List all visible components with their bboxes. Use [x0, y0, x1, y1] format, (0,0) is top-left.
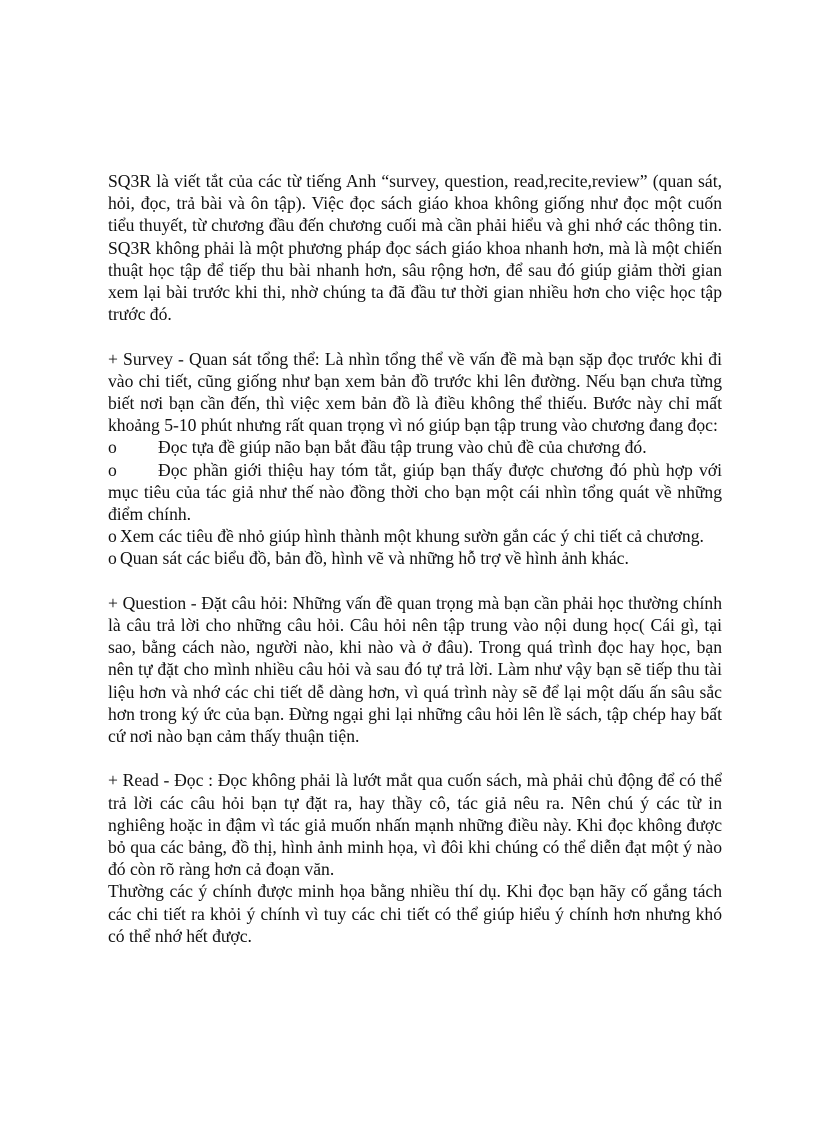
bullet-text: Xem các tiêu đề nhỏ giúp hình thành một khung sườn gắn các ý chi tiết cả chương.: [120, 526, 704, 547]
bullet-text: Đọc tựa đề giúp não bạn bắt đầu tập trung vào chủ đề của chương đó.: [158, 437, 647, 458]
bullet-circle-icon: o: [108, 437, 117, 458]
bullet-circle-icon: o: [108, 526, 117, 547]
bullet-circle-icon: o: [108, 548, 117, 569]
question-paragraph: + Question - Đặt câu hỏi: Những vấn đề quan trọng mà bạn cần phải học thường chính là câu trả lời cho những câu hỏi. Câu hỏi nên tập trung vào nội dung học( Cái gì, tại sao, bằng cách nào, người nào, khi nào và ở đâu). Trong quá trình đọc hay học, bạn nên tự đặt cho mình nhiều câu hỏi và sau đó tự trả lời. Làm như vậy bạn sẽ tiếp thu tài liệu hơn và nhớ các chi tiết dễ dàng hơn, vì quá trình này sẽ để lại một dấu ấn sâu sắc hơn trong ký ức của bạn. Đừng ngại ghi lại những câu hỏi lên lề sách, tập chép hay bất cứ nơi nào bạn cảm thấy thuận tiện.: [108, 592, 722, 747]
survey-bullet: [108, 525, 722, 547]
survey-bullet: [108, 459, 722, 526]
bullet-circle-icon: o: [108, 459, 117, 480]
bullet-text: Quan sát các biểu đồ, bản đồ, hình vẽ và những hỗ trợ về hình ảnh khác.: [120, 548, 629, 569]
survey-bullet: [108, 436, 722, 458]
read-paragraph: + Read - Đọc : Đọc không phải là lướt mắt qua cuốn sách, mà phải chủ động để có thể trả lời các câu hỏi bạn tự đặt ra, hay thầy cô, tác giả nêu ra. Nên chú ý các từ in nghiêng hoặc in đậm vì tác giả muốn nhấn mạnh những điều này. Khi đọc không được bỏ qua các bảng, đồ thị, hình ảnh minh họa, vì đôi khi chúng có thể diễn đạt một ý nào đó còn rõ ràng hơn cả đoạn văn.: [108, 770, 722, 880]
survey-paragraph: + Survey - Quan sát tổng thể: Là nhìn tổng thể về vấn đề mà bạn sặp đọc trước khi đi vào chi tiết, cũng giống như bạn xem bản đồ trước khi lên đường. Nếu bạn chưa từng biết nơi bạn cần đến, thì việc xem bản đồ là điều không thể thiếu. Bước này chỉ mất khoảng 5-10 phút nhưng rất quan trọng vì nó giúp bạn tập trung vào chương đang đọc:: [108, 348, 722, 436]
read-tail-paragraph: Thường các ý chính được minh họa bằng nhiều thí dụ. Khi đọc bạn hãy cố gắng tách các chi tiết ra khỏi ý chính vì tuy các chi tiết có thể giúp hiểu ý chính hơn nhưng khó có thể nhớ hết được.: [108, 881, 722, 946]
survey-section: [108, 348, 722, 570]
intro-paragraph: SQ3R là viết tắt của các từ tiếng Anh “survey, question, read,recite,review” (quan sát, hỏi, đọc, trả bài và ôn tập). Việc đọc sách giáo khoa không giống như đọc một cuốn tiểu thuyết, từ chương đầu đến chương cuối mà cần phải hiểu và ghi nhớ các thông tin. SQ3R không phải là một phương pháp đọc sách giáo khoa nhanh hơn, mà là một chiến thuật học tập để tiếp thu bài nhanh hơn, sâu rộng hơn, để sau đó giúp giảm thời gian xem lại bài trước khi thi, nhờ chúng ta đã đầu tư thời gian nhiều hơn cho việc học tập trước đó.: [108, 171, 722, 325]
bullet-text: Đọc phần giới thiệu hay tóm tắt, giúp bạn thấy được chương đó phù hợp với mục tiêu của tác giả như thế nào đồng thời cho bạn một cái nhìn tổng quát về những điểm chính.: [108, 459, 722, 525]
read-section: [108, 769, 722, 947]
survey-bullet: [108, 547, 722, 569]
document-page: [108, 170, 722, 947]
